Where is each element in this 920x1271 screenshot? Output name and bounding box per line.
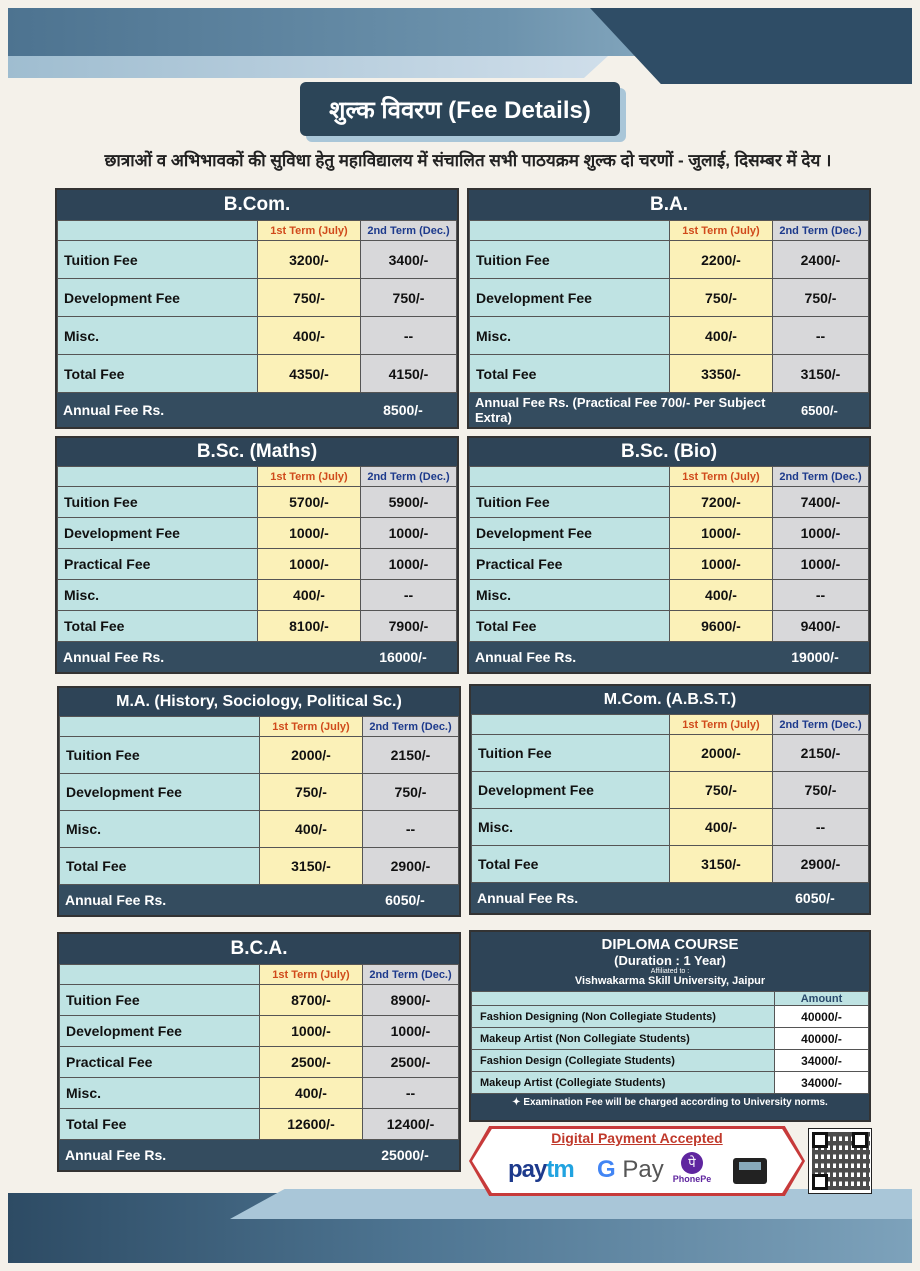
term1-header: 1st Term (July) [258,221,361,241]
table-row: Total Fee 8100/- 7900/- [58,611,457,642]
qr-corner [812,1132,828,1148]
diploma-university: Vishwakarma Skill University, Jaipur [574,975,766,987]
table-row: Development Fee 1000/- 1000/- [60,1016,459,1047]
table-row: Total Fee 3150/- 2900/- [472,846,869,883]
annual-fee-row: Annual Fee Rs. (Practical Fee 700/- Per Subject Extra) 6500/- [469,393,869,427]
table-row: Misc. 400/- -- [60,811,459,848]
table-row: Total Fee 9600/- 9400/- [470,611,869,642]
diploma-table [471,991,869,1094]
fee-table: 1st Term (July) 2nd Term (Dec.) Tuition Fee 2200/- 2400/- Development Fee 750/- 750/- Misc. 400/- -- Total Fee 3350/- 3150/- [469,220,869,393]
diploma-card [469,930,871,1122]
top-decor-band-light [8,56,608,78]
fee-card-bsc-maths [55,436,459,674]
gpay-logo: G Pay [597,1156,664,1183]
table-row: Total Fee 4350/- 4150/- [58,355,457,393]
table-row: Tuition Fee 5700/- 5900/- [58,487,457,518]
fee-table [57,220,457,393]
phonepe-logo: पे PhonePe [672,1152,712,1184]
amount-header: Amount [775,992,869,1006]
fee-table: 1st Term (July) 2nd Term (Dec.) Tuition Fee 5700/- 5900/- Development Fee 1000/- 1000/- Practical Fee 1000/- 1000/- Misc. 400/- -- Total Fee 8100/- 7900/- [57,466,457,642]
table-row: Tuition Fee 2000/- 2150/- [60,737,459,774]
table-row: Misc. 400/- -- [58,317,457,355]
table-row: Total Fee 3350/- 3150/- [470,355,869,393]
table-row: Development Fee 750/- 750/- [470,279,869,317]
page-subtitle: छात्राओं व अभिभावकों की सुविधा हेतु महाविद्यालय में संचालित सभी पाठयक्रम शुल्क दो चरणों - जुलाई, दिसम्बर में देय । [104,151,832,170]
table-row: Tuition Fee 2000/- 2150/- [472,735,869,772]
table-row: Development Fee 750/- 750/- [472,772,869,809]
annual-fee-row: Annual Fee Rs. 6050/- [471,883,869,913]
table-row: Tuition Fee 2200/- 2400/- [470,241,869,279]
diploma-title: DIPLOMA COURSE [601,936,739,953]
table-row: Misc. 400/- -- [60,1078,459,1109]
fee-table: 1st Term (July) 2nd Term (Dec.) Tuition Fee 2000/- 2150/- Development Fee 750/- 750/- Misc. 400/- -- Total Fee 3150/- 2900/- [471,714,869,883]
course-name: B.Com. [57,190,457,220]
fee-table: 1st Term (July) 2nd Term (Dec.) Tuition Fee 8700/- 8900/- Development Fee 1000/- 1000/- Practical Fee 2500/- 2500/- Misc. 400/- -- Total Fee 12600/- 12400/- [59,964,459,1140]
table-row: Makeup Artist (Collegiate Students) 34000/- [472,1072,869,1094]
table-row: Total Fee 3150/- 2900/- [60,848,459,885]
fee-card-bsc-bio [467,436,871,674]
table-row: Tuition Fee 7200/- 7400/- [470,487,869,518]
course-name: B.Sc. (Maths) [57,438,457,466]
page-title: शुल्क विवरण (Fee Details) [300,82,620,136]
course-name: B.A. [469,190,869,220]
table-row: Tuition Fee 3200/- 3400/- [58,241,457,279]
fee-table: 1st Term (July) 2nd Term (Dec.) Tuition Fee 7200/- 7400/- Development Fee 1000/- 1000/- Practical Fee 1000/- 1000/- Misc. 400/- -- Total Fee 9600/- 9400/- [469,466,869,642]
annual-fee-row: Annual Fee Rs. 8500/- [57,393,457,427]
top-decor-band-dark [590,8,912,84]
qr-corner [812,1174,828,1190]
table-row: Tuition Fee 8700/- 8900/- [60,985,459,1016]
qr-corner [852,1132,868,1148]
diploma-note: ✦ Examination Fee will be charged according to University norms. [512,1097,828,1108]
paytm-logo: paytm [508,1156,574,1183]
annual-fee-row: Annual Fee Rs. 25000/- [59,1140,459,1170]
card-machine-icon [733,1158,767,1184]
fee-card-bca [57,932,461,1172]
term2-header: 2nd Term (Dec.) [361,221,457,241]
fee-card-mcom [469,684,871,915]
course-name: B.C.A. [59,934,459,964]
table-row: Fashion Design (Collegiate Students) 34000/- [472,1050,869,1072]
course-name: B.Sc. (Bio) [469,438,869,466]
fee-table: 1st Term (July) 2nd Term (Dec.) Tuition Fee 2000/- 2150/- Development Fee 750/- 750/- Misc. 400/- -- Total Fee 3150/- 2900/- [59,716,459,885]
annual-fee-row: Annual Fee Rs. 6050/- [59,885,459,915]
annual-fee-row: Annual Fee Rs. 19000/- [469,642,869,672]
table-row: Misc. 400/- -- [58,580,457,611]
table-row: Misc. 400/- -- [470,317,869,355]
table-row: Practical Fee 1000/- 1000/- [58,549,457,580]
table-row: Makeup Artist (Non Collegiate Students) 40000/- [472,1028,869,1050]
diploma-duration: (Duration : 1 Year) [614,953,726,968]
course-name: M.A. (History, Sociology, Political Sc.) [59,688,459,716]
table-row: Development Fee 1000/- 1000/- [58,518,457,549]
table-row: Total Fee 12600/- 12400/- [60,1109,459,1140]
course-name: M.Com. (A.B.S.T.) [471,686,869,714]
annual-fee-row: Annual Fee Rs. 16000/- [57,642,457,672]
table-row: Development Fee 750/- 750/- [58,279,457,317]
phonepe-icon: पे [681,1152,703,1174]
table-row: Misc. 400/- -- [470,580,869,611]
payment-title: Digital Payment Accepted [551,1130,723,1146]
table-row: Development Fee 1000/- 1000/- [470,518,869,549]
fee-card-ma [57,686,461,917]
fee-card-ba [467,188,871,429]
diploma-affiliated: Affiliated to : [650,968,690,975]
fee-card-bcom [55,188,459,429]
table-row: Development Fee 750/- 750/- [60,774,459,811]
table-row: Practical Fee 2500/- 2500/- [60,1047,459,1078]
table-row: Fashion Designing (Non Collegiate Students) 40000/- [472,1006,869,1028]
table-row: Practical Fee 1000/- 1000/- [470,549,869,580]
table-row: Misc. 400/- -- [472,809,869,846]
qr-code[interactable] [808,1128,872,1194]
